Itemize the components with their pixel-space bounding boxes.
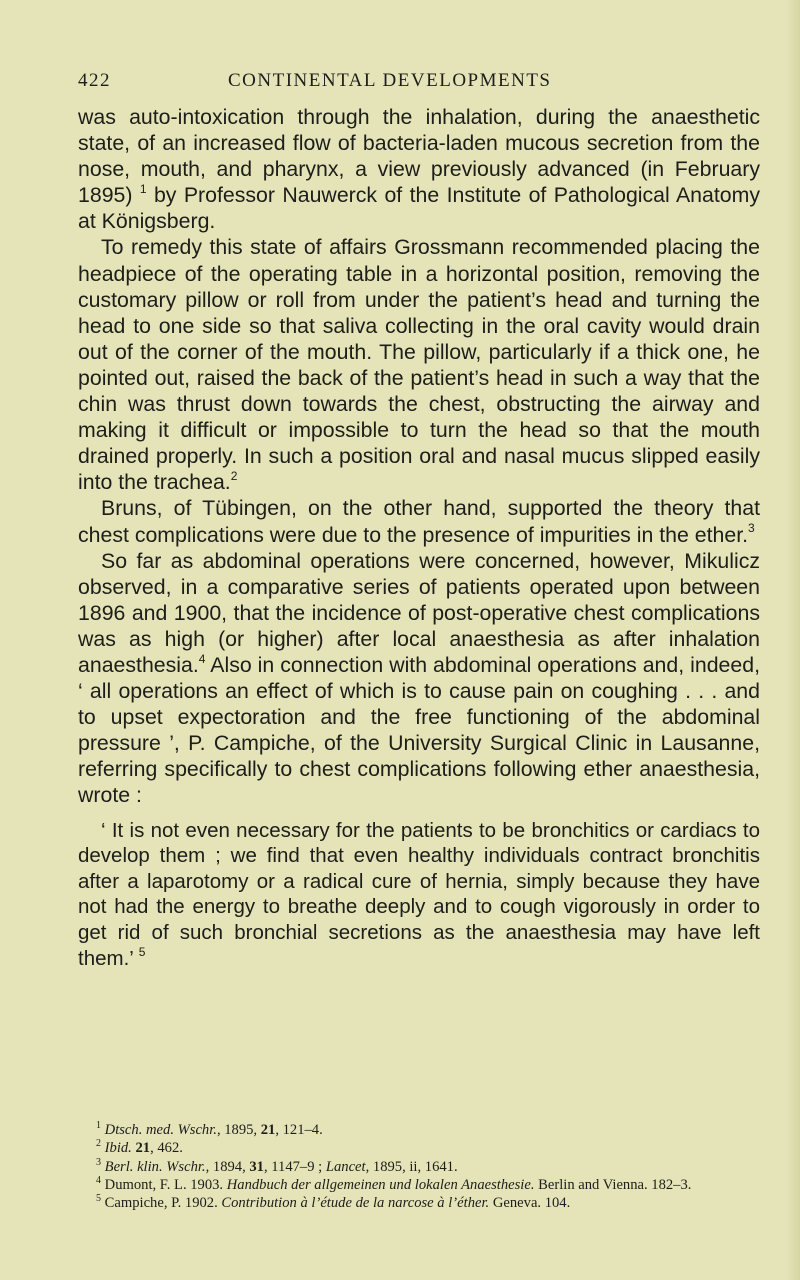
citation-text: Geneva. 104.	[489, 1195, 571, 1212]
paragraph	[78, 104, 760, 234]
running-header	[78, 70, 760, 94]
citation-title: Berl. klin. Wschr.	[104, 1158, 206, 1175]
footnote-ref: 3	[748, 521, 755, 536]
citation-text: , 462.	[150, 1140, 183, 1157]
block-quote	[78, 818, 760, 972]
text-span: ‘ It is not even necessary for the patients to be bronchitics or cardiacs to develop them ; we find that even healthy individuals contract bronchitis after a laparotomy or a radical cure of hernia, simply because they have not had the energy to breathe deeply and to cough vigorously in order to get rid of such bronchial secretions as the anaesthesia may have left them.’	[78, 818, 760, 970]
citation-text: Dumont, F. L. 1903.	[104, 1176, 227, 1193]
footnote	[78, 1121, 760, 1139]
footnote	[78, 1194, 760, 1212]
citation-text: , 1894,	[205, 1158, 250, 1175]
citation-text: , 1895,	[216, 1122, 261, 1138]
citation-text: Berlin and Vienna. 182–3.	[534, 1176, 692, 1193]
citation-volume: 21	[260, 1122, 276, 1138]
body-text	[78, 104, 760, 971]
text-span: Bruns, of Tübingen, on the other hand, supported the theory that chest complications were due to the presence of impurities in the ether.	[78, 496, 760, 547]
text-span: Also in connection with abdominal operations and, indeed, ‘ all operations an effect of which is to cause pain on coughing . . . and to upset expectoration and the free functioning of the abdominal pressure ’, P. Campiche, of the University Surgical Clinic in Lausanne, referring specifically to chest complications following ether anaesthesia, wrote :	[78, 652, 760, 808]
footnote-ref: 2	[230, 469, 238, 484]
footnote-number: 3	[96, 1156, 101, 1168]
citation-title: Lancet	[325, 1158, 366, 1175]
footnote-number: 2	[96, 1138, 101, 1150]
text-span: So far as abdominal operations were concerned, however, Mikulicz observed, in a comparative series of patients operated upon between 1896 and 1900, that the incidence of post-operative chest complications was as high (or higher) after local anaesthesia as after inhalation anaesthesia.	[78, 548, 760, 677]
citation-volume: 21	[135, 1140, 151, 1157]
footnote-number: 4	[96, 1175, 101, 1187]
footnote	[78, 1176, 760, 1194]
citation-title: Dtsch. med. Wschr.	[104, 1122, 217, 1138]
footnote	[78, 1139, 760, 1157]
page-edge-shadow	[786, 0, 800, 1280]
citation-text: , 1147–9 ;	[263, 1158, 326, 1175]
page-number: 422	[78, 70, 111, 91]
footnote-number: 1	[96, 1120, 101, 1132]
citation-title: Ibid.	[104, 1140, 132, 1157]
footnotes	[78, 1121, 760, 1212]
citation-title: Contribution à l’étude de la narcose à l’éther.	[221, 1195, 490, 1212]
text-span: was auto-intoxication through the inhalation, during the anaesthetic state, of an increased flow of bacteria-laden mucous secretion from the nose, mouth, and pharynx, a view previously advanced (in February 1895)	[78, 105, 760, 208]
paragraph	[78, 234, 760, 495]
text-span: by Professor Nauwerck of the Institute of Pathological Anatomy at Königsberg.	[78, 183, 761, 234]
footnote-number: 5	[96, 1193, 101, 1205]
text-span: To remedy this state of affairs Grossmann recommended placing the headpiece of the operating table in a horizontal position, removing the customary pillow or roll from under the patient’s head and turning the head to one side so that saliva collecting in the oral cavity would drain out of the corner of the mouth. The pillow, particularly if a thick one, he pointed out, raised the back of the patient’s head in such a way that the chin was thrust down towards the chest, obstructing the airway and making it difficult or impossible to turn the head so that the mouth drained properly. In such a position oral and nasal mucus slipped easily into the trachea.	[78, 235, 760, 495]
footnote-ref: 4	[198, 651, 206, 666]
citation-text: Campiche, P. 1902.	[104, 1195, 222, 1212]
paragraph	[78, 495, 760, 547]
citation-volume: 31	[249, 1158, 264, 1175]
citation-text: , 1895, ii, 1641.	[365, 1158, 458, 1175]
footnote-ref: 5	[138, 944, 146, 959]
paragraph	[78, 548, 760, 809]
footnote-ref: 1	[139, 182, 147, 197]
running-title: CONTINENTAL DEVELOPMENTS	[228, 70, 552, 91]
citation-text: , 121–4.	[275, 1122, 323, 1138]
citation-title: Handbuch der allgemeinen und lokalen Anaesthesie.	[226, 1176, 535, 1193]
footnote	[78, 1158, 760, 1176]
